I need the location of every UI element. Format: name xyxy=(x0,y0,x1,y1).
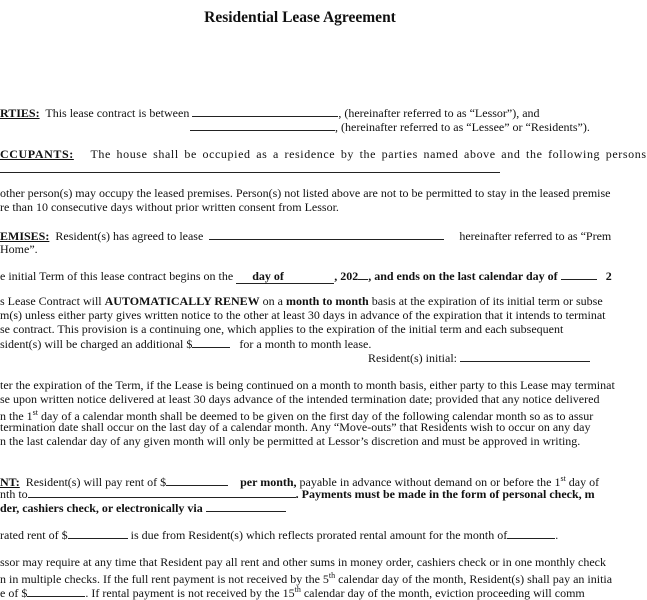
premises-heading: EMISES: xyxy=(0,229,50,243)
renew-line-4 xyxy=(0,336,371,351)
renew-line-3: se contract. This provision is a continuing one, which applies to the expiration of the initial term and each subsequent xyxy=(0,322,564,336)
prorated-amount-field[interactable] xyxy=(68,527,128,539)
expire-text-b: day of a calendar month shall be deemed to be given on the first day of the following calendar month so as to assur xyxy=(38,409,594,423)
occupants-names-field[interactable] xyxy=(0,172,500,173)
term-end-year: 2 xyxy=(605,269,612,283)
premises-text-2: hereinafter referred to as “Prem xyxy=(459,229,612,243)
lessee-name-field[interactable] xyxy=(190,119,335,131)
term-year: , 202 xyxy=(334,269,359,283)
premises-line-2: Home”. xyxy=(0,242,38,256)
expire-line-4: termination date shall occur on the last day of a calendar month. Any “Move-outs” that Residents wish to occur on any day xyxy=(0,420,591,434)
expire-text-a: n the 1 xyxy=(0,409,33,423)
renew-text-e: basis at the expiration of its initial term or subse xyxy=(371,294,603,308)
payment-text-l3b: . If rental payment is not received by the 15 xyxy=(85,586,295,600)
term-text: e initial Term of this lease contract begins on the xyxy=(0,269,234,283)
rent-line-2 xyxy=(0,486,595,501)
occupants-line-3: re than 10 consecutive days without prior written consent from Lessor. xyxy=(0,200,339,214)
term-end-text: , and ends on the last calendar day of xyxy=(368,269,558,283)
rent-amount-field[interactable] xyxy=(166,474,228,486)
late-fee-field[interactable] xyxy=(27,585,85,597)
rent-line-3 xyxy=(0,500,286,515)
payment-sup-5th: th xyxy=(328,571,336,580)
per-month-label: per month, xyxy=(240,475,297,489)
renew-line-2: m(s) unless either party gives written notice to the other at least 30 days in advance of the expiration that it intends to terminat xyxy=(0,308,606,322)
occupants-text: The house shall be occupied as a residence by the parties named above and the following persons xyxy=(90,147,647,161)
occupants-heading: CCUPANTS: xyxy=(0,147,74,161)
term-year-field[interactable] xyxy=(358,268,368,280)
renew-fee-field[interactable] xyxy=(192,336,230,348)
premises-line-1 xyxy=(0,228,611,243)
prorated-line: rated rent of $ is due from Resident(s) which reflects prorated rental amount for the month of . xyxy=(0,528,559,542)
renew-line-1 xyxy=(0,294,603,308)
payment-text-l3c: calendar day of the month, eviction proceeding will comm xyxy=(300,586,585,600)
auto-renew-label: AUTOMATICALLY RENEW xyxy=(104,294,260,308)
lessor-name-field[interactable] xyxy=(192,105,338,117)
rent-payment-method-text: . Payments must be made in the form of personal check, m xyxy=(295,487,595,501)
term-start-field[interactable] xyxy=(236,269,334,284)
lessor-text: , (hereinafter referred to as “Lessor”), and xyxy=(338,106,540,120)
renew-fee-text-2: for a month to month lease. xyxy=(239,337,372,351)
renew-initial-line xyxy=(368,350,590,365)
payment-text-l3a: e of $ xyxy=(0,586,28,600)
rent-text-l2a: nth to xyxy=(0,487,28,501)
rent-text-c: payable in advance without demand on or before the 1 xyxy=(299,475,561,489)
expire-sup: st xyxy=(32,408,39,417)
term-end-month-field[interactable] xyxy=(561,268,597,280)
resident-initial-field[interactable] xyxy=(460,350,590,362)
resident-initial-label: Resident(s) initial: xyxy=(368,351,457,365)
occupants-line-2: other person(s) may occupy the leased premises. Person(s) not listed above are not to be permitted to stay in the leased premise xyxy=(0,186,611,200)
expire-line-2: se upon written notice delivered at least 30 days advance of the intended termination date; provided that any notice delivered xyxy=(0,392,600,406)
rent-sup: st xyxy=(560,474,566,483)
parties-line-2 xyxy=(190,119,590,134)
premises-text: Resident(s) has agreed to lease xyxy=(55,229,204,243)
electronic-method-field[interactable] xyxy=(206,500,286,512)
parties-heading: RTIES: xyxy=(0,106,40,120)
expire-line-5: n the last calendar day of any given month will only be permitted at Lessor’s discretion and must be approved in writing. xyxy=(0,434,581,448)
rent-electronic-text: der, cashiers check, or electronically via xyxy=(0,501,203,515)
prorated-month-field[interactable] xyxy=(507,527,555,539)
payment-text-l2a: n in multiple checks. If the full rent payment is not received by the 5 xyxy=(0,572,329,586)
renew-text-c: on a xyxy=(262,294,283,308)
rent-heading: NT: xyxy=(0,475,20,489)
parties-text: This lease contract is between xyxy=(45,106,190,120)
payment-text-l2b: calendar day of the month, Resident(s) shall pay an initia xyxy=(335,572,613,586)
month-to-month-label: month to month xyxy=(286,294,369,308)
day-of-label: day of xyxy=(252,269,284,283)
expire-line-1: ter the expiration of the Term, if the Lease is being continued on a month to month basis, either party to this Lease may terminat xyxy=(0,378,615,392)
prorated-text-a: rated rent of $ xyxy=(0,528,68,542)
payment-sup-15th: th xyxy=(294,585,301,594)
renew-text-a: s Lease Contract will xyxy=(0,294,102,308)
parties-line-1 xyxy=(0,105,540,120)
page-title: Residential Lease Agreement xyxy=(204,9,396,26)
rent-text-d: day of xyxy=(565,475,600,489)
rent-text-a: Resident(s) will pay rent of $ xyxy=(25,475,167,489)
payment-line-3 xyxy=(0,583,585,600)
term-line xyxy=(0,268,612,284)
occupants-line-1 xyxy=(0,147,647,161)
renew-fee-text: sident(s) will be charged an additional $ xyxy=(0,337,193,351)
prorated-text-b: is due from Resident(s) which reflects prorated rental amount for the month of xyxy=(130,528,508,542)
rent-payee-field[interactable] xyxy=(28,486,296,498)
payment-line-1: ssor may require at any time that Resident pay all rent and other sums in money order, cashiers check or in one monthly check xyxy=(0,555,607,569)
premises-address-field[interactable] xyxy=(209,228,444,240)
lessee-text: , (hereinafter referred to as “Lessee” or “Residents”). xyxy=(335,120,590,134)
